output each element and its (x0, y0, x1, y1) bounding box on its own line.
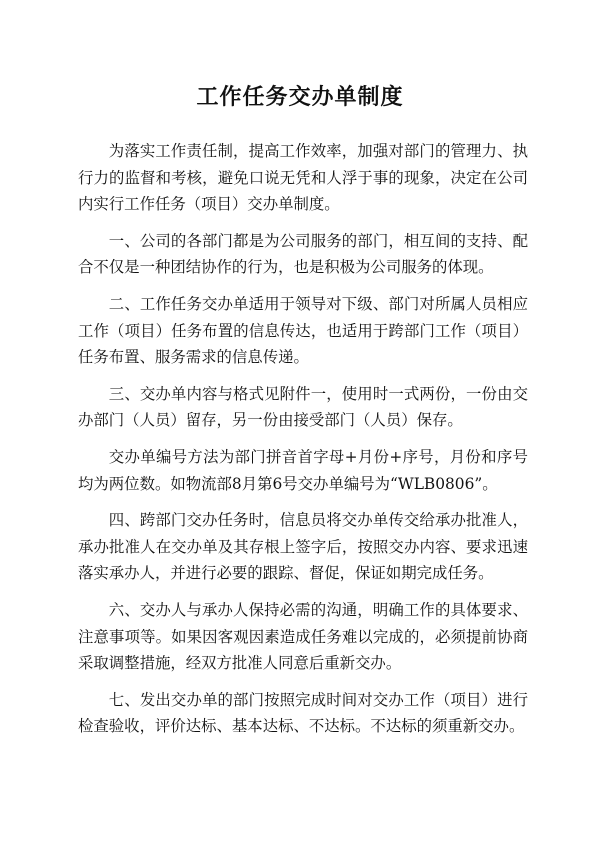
paragraph-item-7: 七、发出交办单的部门按照完成时间对交办工作（项目）进行检查验收，评价达标、基本达标、不达标。不达标的须重新交办。 (78, 690, 528, 736)
paragraph-item-2: 二、工作任务交办单适用于领导对下级、部门对所属人员相应工作（项目）任务布置的信息传达，也适用于跨部门工作（项目）任务布置、服务需求的信息传递。 (78, 294, 528, 367)
document-title: 工作任务交办单制度 (196, 84, 404, 110)
paragraph-item-3: 三、交办单内容与格式见附件一，使用时一式两份，一份由交办部门（人员）留存，另一份由接受部门（人员）保存。 (78, 384, 528, 430)
document-body (78, 138, 528, 740)
paragraph-item-4: 四、跨部门交办任务时，信息员将交办单传交给承办批准人，承办批准人在交办单及其存根上签字后，按照交办内容、要求迅速落实承办人，并进行必要的跟踪、督促，保证如期完成任务。 (78, 511, 528, 583)
paragraph-item-6: 六、交办人与承办人保持必需的沟通，明确工作的具体要求、注意事项等。如果因客观因素造成任务难以完成的，必须提前协商采取调整措施，经双方批准人同意后重新交办。 (78, 600, 528, 673)
paragraph-item-1: 一、公司的各部门都是为公司服务的部门，相互间的支持、配合不仅是一种团结协作的行为，也是积极为公司服务的体现。 (78, 231, 528, 277)
paragraph-intro: 为落实工作责任制，提高工作效率，加强对部门的管理力、执行力的监督和考核，避免口说无凭和人浮于事的现象，决定在公司内实行工作任务（项目）交办单制度。 (78, 142, 528, 214)
paragraph-numbering-rule: 交办单编号方法为部门拼音首字母+月份+序号，月份和序号均为两位数。如物流部8月第6号交办单编号为“WLB0806”。 (78, 447, 528, 493)
